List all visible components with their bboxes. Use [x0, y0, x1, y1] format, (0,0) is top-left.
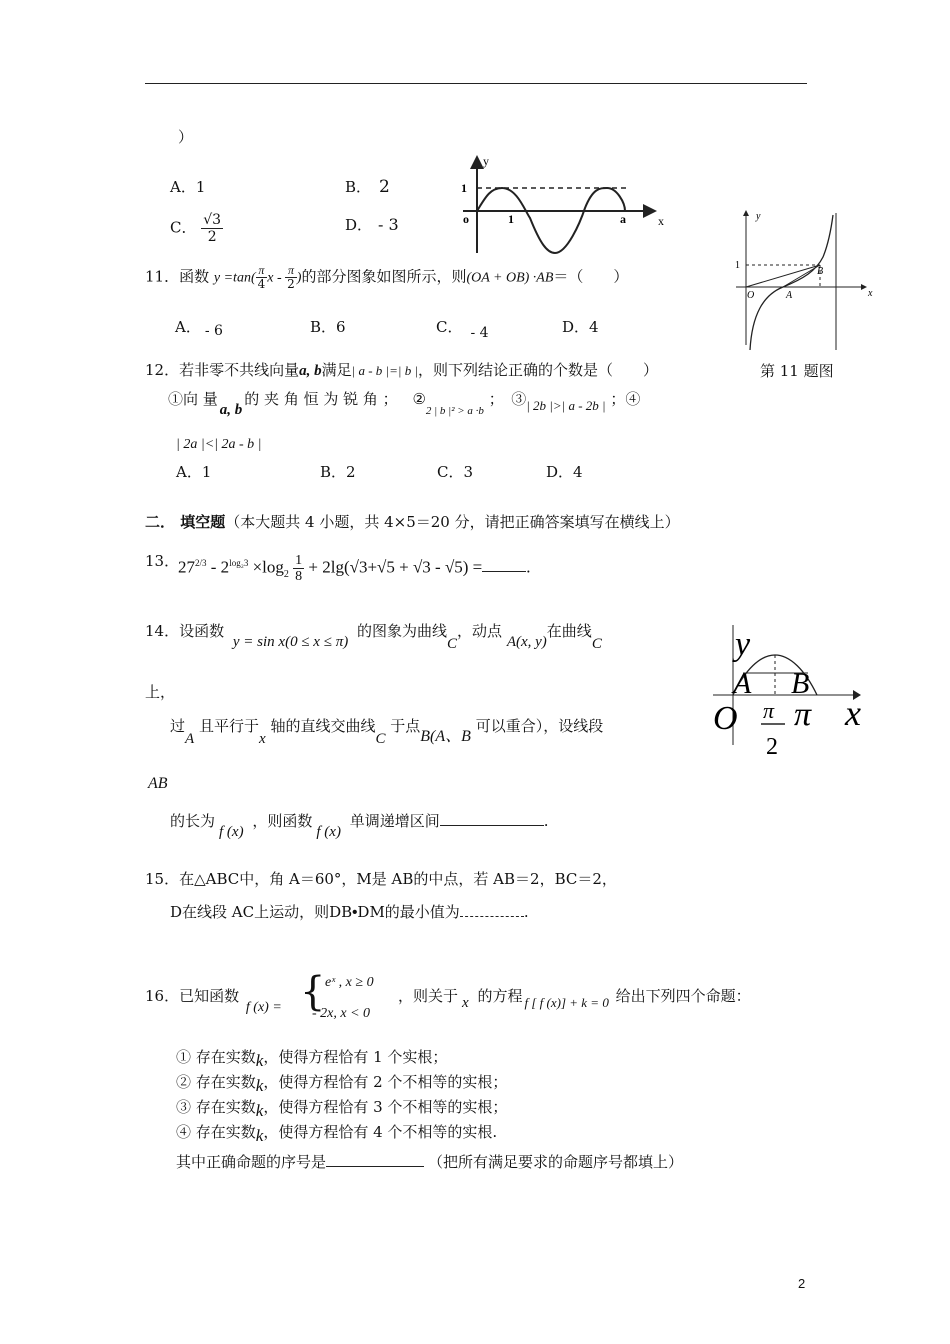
q10-a-label: a: [620, 212, 626, 226]
q12-stem: 12．若非零不共线向量a, b满足| a - b |=| b |，则下列结论正确的个数是（ ）: [145, 361, 659, 379]
q10-tail: ）: [178, 128, 194, 146]
q13-number: 13．: [145, 552, 180, 570]
q14-y-label: y: [735, 626, 751, 663]
q11-stem: 11．函数 y =tan( $\frac{\pi}{4}$ x - $\frac{\pi}{2}$ )的部分图象如图所示，则(OA + OB) ·AB＝（ ）: [145, 263, 629, 291]
q14-line5: 的长为f (x) ，则函数f (x) 单调递增区间 .: [170, 812, 549, 840]
q16-stem: 16．已知函数 f (x) =: [145, 987, 282, 1015]
page-number: 2: [798, 1276, 806, 1291]
q11-choice-b: B．6: [310, 318, 346, 336]
q16-answer-blank[interactable]: [326, 1166, 424, 1167]
q14-line1: 14．设函数 y = sin x(0 ≤ x ≤ π) 的图象为曲线C，动点 A(x, y)在曲线C: [145, 622, 602, 652]
q10-choice-c: C． $\frac{√3}{2}$: [170, 212, 222, 245]
q11-one-label: 1: [735, 260, 740, 271]
q14-x-label: x: [845, 693, 861, 733]
q10-origin: o: [463, 212, 469, 226]
q11-b-label: B: [817, 266, 824, 277]
q10-sine-curve: [477, 188, 625, 253]
q14-answer-blank[interactable]: [440, 825, 544, 826]
q14-pi-label: π: [794, 696, 812, 733]
q11-figure-caption: 第 11 题图: [760, 362, 834, 380]
q10-y-label: y: [483, 154, 489, 168]
q14-line3: 过A 且平行于x 轴的直线交曲线C 于点B(A、B 可以重合），设线段: [170, 717, 604, 747]
q11-choice-c: C． - 4: [436, 318, 489, 341]
q13-answer-blank[interactable]: [482, 571, 526, 572]
q10-sine-figure: [455, 153, 670, 258]
header-rule: [145, 83, 807, 84]
q16-item-3: ③ 存在实数k，使得方程恰有 3 个不相等的实根；: [176, 1098, 508, 1120]
q10-one-x: 1: [508, 212, 514, 226]
q16-brace: {: [300, 969, 326, 1015]
q15-line2: D在线段 AC上运动，则DB•DM的最小值为 .: [170, 903, 529, 921]
q14-o-label: O: [713, 700, 738, 737]
q12-choice-d: D．4: [546, 463, 583, 481]
q11-o-label: O: [747, 290, 755, 301]
q11-pi-over-4: $\frac{\pi}{4}$: [257, 263, 266, 291]
q12-items-line: ①向 量a, b的 夹 角 恒 为 锐 角 ； $②_{2 | b |^2 > a \cdot b}$ ； ③| 2b |>| a - 2b | ；④: [168, 390, 641, 418]
q16-case2: - 2x, x < 0: [312, 1006, 371, 1021]
q10-one-y: 1: [461, 181, 467, 195]
section2-heading: 二． 填空题（本大题共 4 小题，共 4×5＝20 分，请把正确答案填写在横线上）: [145, 513, 680, 531]
q14-pi-numerator: π: [763, 698, 775, 723]
q11-a-label: A: [786, 290, 793, 301]
q10-choice-b: B． 2: [345, 177, 390, 197]
q14-two-denominator: 2: [766, 734, 778, 760]
q15-line1: 15．在△ABC中，角 A＝60°，M是 AB的中点，若 AB＝2，BC＝2，: [145, 870, 617, 888]
q14-sine-figure: [705, 625, 885, 760]
q11-tan-figure: [728, 205, 878, 355]
q16-case1: eˣ , x ≥ 0: [325, 975, 374, 990]
q16-item-1: ① 存在实数k，使得方程恰有 1 个实根；: [176, 1048, 448, 1070]
q10-choice-c-fraction: $\frac{√3}{2}$: [203, 212, 222, 245]
q11-segment-ob: [746, 265, 820, 287]
q12-choice-b: B．2: [320, 463, 356, 481]
q14-a-label: A: [733, 667, 752, 700]
q11-choice-a: A． - 6: [175, 318, 223, 339]
q10-choice-d: D． - 3: [345, 215, 399, 234]
q14-line2: 上，: [145, 683, 176, 701]
q14-ab: AB: [148, 775, 168, 792]
q16-final: 其中正确命题的序号是 （把所有满足要求的命题序号都填上）: [176, 1153, 684, 1171]
q16-item-2: ② 存在实数k，使得方程恰有 2 个不相等的实根；: [176, 1073, 508, 1095]
q13-one-eighth: $\frac{1}{8}$: [295, 553, 303, 584]
q15-answer-blank[interactable]: [460, 916, 524, 917]
q11-x-label: x: [868, 288, 873, 299]
q16-stem-rest: ，则关于 x 的方程 f [ f (x)] + k = 0 给出下列四个命题：: [398, 987, 751, 1011]
q10-x-label: x: [658, 214, 664, 228]
q13-expression: $27^{2/3} - 2^{log_23} \times\log_2$ $\frac{1}{8}$ + 2lg(√3+√5 + √3 - √5) = .: [178, 553, 531, 584]
q11-choice-d: D．4: [562, 318, 599, 336]
q12-choice-a: A．1: [176, 463, 212, 481]
q11-pi-over-2: $\frac{\pi}{2}$: [287, 263, 295, 291]
q12-item4: | 2a |<| 2a - b |: [176, 437, 262, 452]
q10-choice-a: A．1: [170, 178, 206, 196]
q11-y-label: y: [756, 211, 761, 222]
q16-item-4: ④ 存在实数k，使得方程恰有 4 个不相等的实根.: [176, 1123, 498, 1145]
q14-b-label: B: [791, 667, 810, 700]
q12-choice-c: C．3: [437, 463, 474, 481]
